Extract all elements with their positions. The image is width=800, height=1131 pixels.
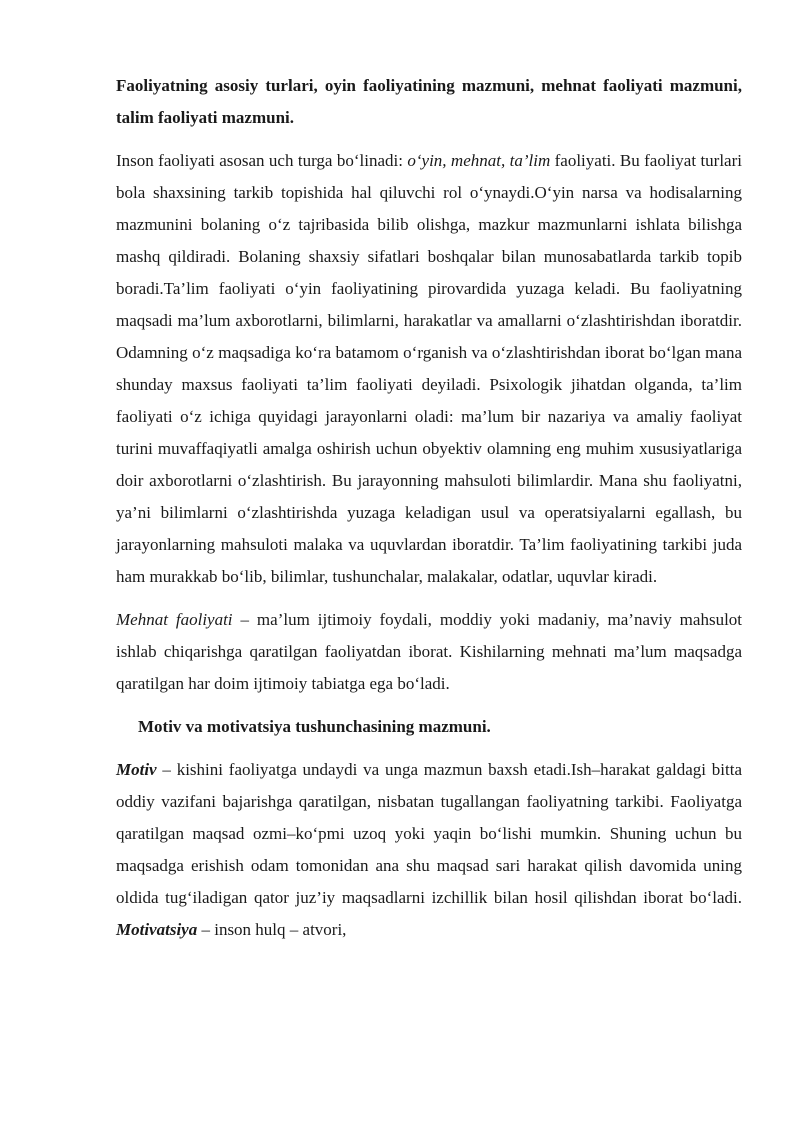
- paragraph-text: – kishini faoliyatga undaydi va unga mazmun baxsh etadi.Ish–harakat galdagi bitta oddiy vazifani bajarishga qaratilgan, nisbatan tugallangan faoliyatning tarkibi. Faoliyatga qaratilgan maqsad ozmi–ko‘pmi uzoq yoki yaqin bo‘lishi mumkin. Shuning uchun bu maqsadga erishish odam tomonidan ana shu maqsad sari harakat qilish davomida uning oldida tug‘iladigan qator juz’iy maqsadlarni izchillik bilan hosil qilishdan iborat bo‘ladi.: [116, 760, 742, 907]
- section-heading: Faoliyatning asosiy turlari, oyin faoliyatining mazmuni, mehnat faoliyati mazmuni, talim faoliyati mazmuni.: [116, 76, 742, 127]
- paragraph-text: Inson faoliyati asosan uch turga bo‘linadi:: [116, 151, 408, 170]
- paragraph-labor-activity: [116, 604, 742, 700]
- labor-activity-term: Mehnat faoliyati: [116, 610, 233, 629]
- section-subheading: Motiv va motivatsiya tushunchasining mazmuni.: [138, 717, 491, 736]
- paragraph-text: faoliyati. Bu faoliyat turlari bola shaxsining tarkib topishida hal qiluvchi rol o‘ynaydi.O‘yin narsa va hodisalarning mazmunini bolaning o‘z tajribasida bilib olishga, mazkur mazmunlarni ishlata bilishga mashq qildiradi. Bolaning shaxsiy sifatlari boshqalar bilan munosabatlarda tarkib topib boradi.Ta’lim faoliyati o‘yin faoliyatining pirovardida yuzaga keladi. Bu faoliyatning maqsadi ma’lum axborotlarni, bilimlarni, harakatlar va amallarni o‘zlashtirishdan iboratdir. Odamning o‘z maqsadiga ko‘ra batamom o‘rganish va o‘zlashtirishdan iborat bo‘lgan mana shunday maxsus faoliyati ta’lim faoliyati deyiladi. Psixologik jihatdan olganda, ta’lim faoliyati o‘z ichiga quyidagi jarayonlarni oladi: ma’lum bir nazariya va amaliy faoliyat turini muvaffaqiyatli amalga oshirish uchun obyektiv olamning eng muhim xususiyatlariga doir axborotlarni o‘zlashtirish. Bu jarayonning mahsuloti bilimlardir. Mana shu faoliyatni, ya’ni bilimlarni o‘zlashtirishda yuzaga keladigan usul va operatsiyalarni egallash, bu jarayonlarning mahsuloti malaka va uquvlardan iboratdir. Ta’lim faoliyatining tarkibi juda ham murakkab bo‘lib, bilimlar, tushunchalar, malakalar, odatlar, uquvlar kiradi.: [116, 151, 742, 586]
- paragraph-motive: [116, 754, 742, 946]
- motivation-term: Motivatsiya: [116, 920, 198, 939]
- paragraph-activity-types: [116, 145, 742, 593]
- paragraph-text: – inson hulq – atvori,: [197, 920, 347, 939]
- activity-types-term: o‘yin, mehnat, ta’lim: [407, 151, 551, 170]
- motive-term: Motiv: [116, 760, 157, 779]
- paragraph-text: – ma’lum ijtimoiy foydali, moddiy yoki madaniy, ma’naviy mahsulot ishlab chiqarishga qaratilgan faoliyatdan iborat. Kishilarning mehnati ma’lum maqsadga qaratilgan har doim ijtimoiy tabiatga ega bo‘ladi.: [116, 610, 743, 693]
